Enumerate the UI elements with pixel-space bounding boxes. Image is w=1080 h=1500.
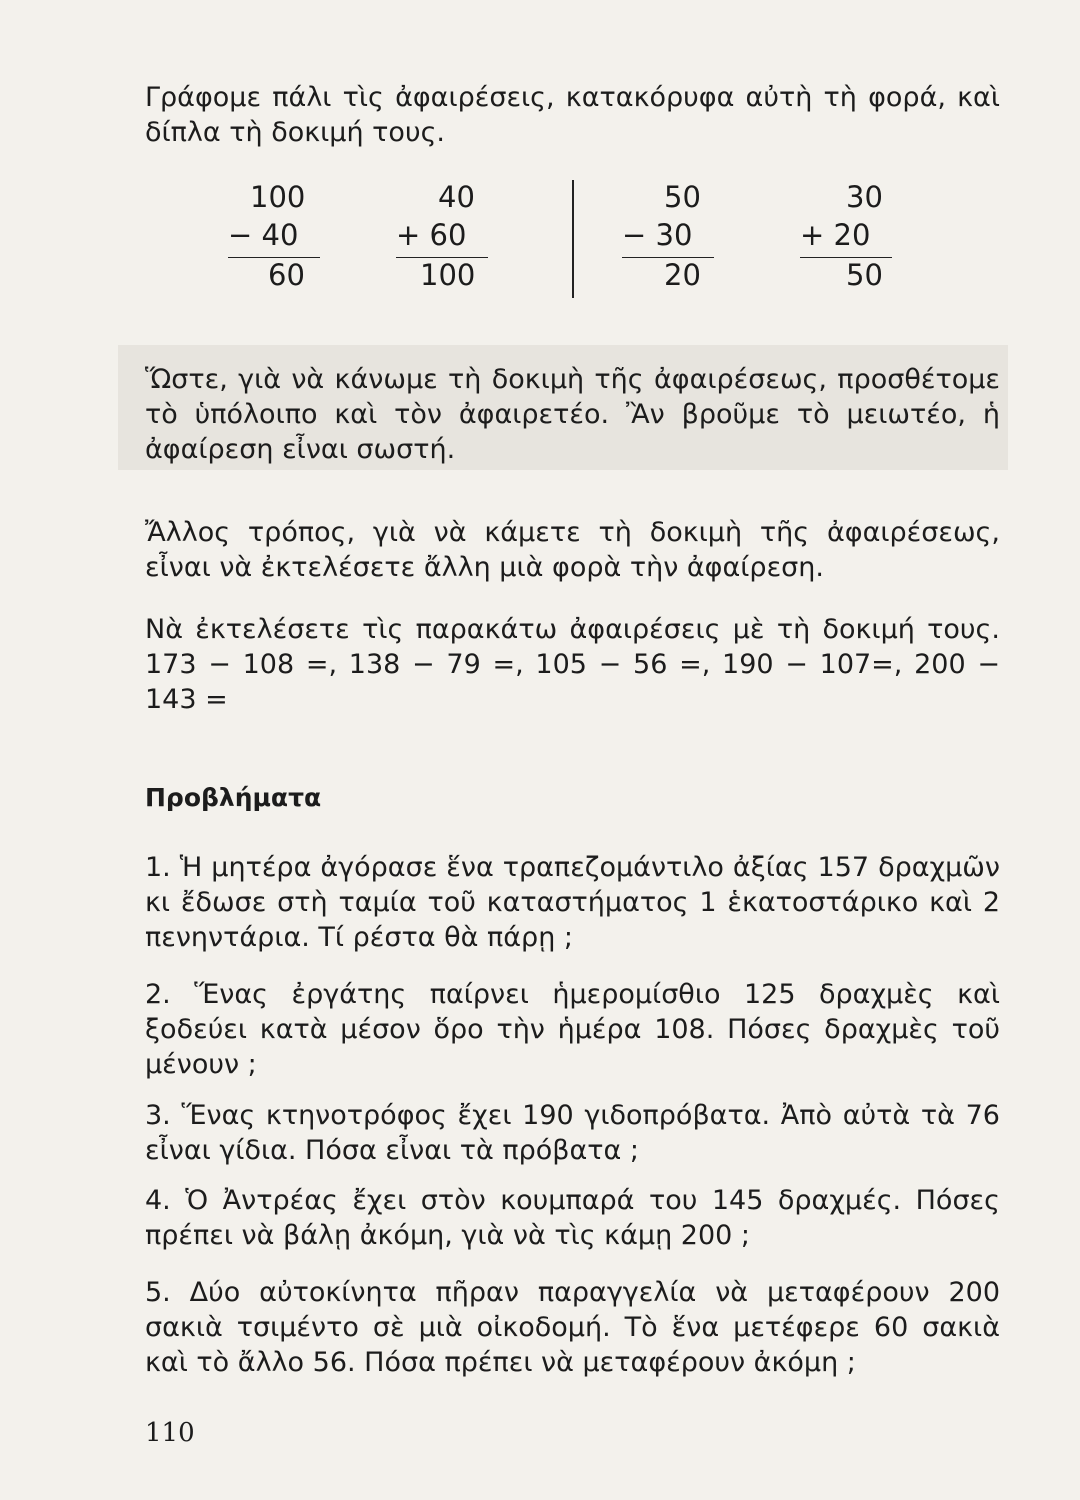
alternative-method-paragraph: Ἄλλος τρόπος, γιὰ νὰ κάμετε τὴ δοκιμὴ τῆς ἀφαιρέσεως, εἶναι νὰ ἐκτελέσετε ἄλλη μιὰ φορὰ τὴν ἀφαίρεση. xyxy=(145,517,1000,583)
problem-2: 2. Ἕνας ἐργάτης παίρνει ἡμερομίσθιο 125 δραχμὲς καὶ ξοδεύει κατὰ μέσον ὅρο τὴν ἡμέρα 108. Πόσες δραχμὲς τοῦ μένουν ; xyxy=(145,979,1000,1080)
rule-paragraph: Ὥστε, γιὰ νὰ κάνωμε τὴ δοκιμὴ τῆς ἀφαιρέσεως, προσθέτομε τὸ ὑπόλοιπο καὶ τὸν ἀφαιρετέο. Ἂν βροῦμε τὸ μειωτέο, ἡ ἀφαίρεση εἶναι σωστή. xyxy=(145,364,1000,465)
p2-second: + 60 xyxy=(396,218,467,252)
arithmetic-examples xyxy=(0,180,1080,300)
p2-rule xyxy=(396,257,488,258)
problem-4: 4. Ὁ Ἀντρέας ἔχει στὸν κουμπαρά του 145 δραχμές. Πόσες πρέπει νὰ βάλῃ ἀκόμη, γιὰ νὰ τὶς κάμῃ 200 ; xyxy=(145,1185,1000,1251)
p3-rule xyxy=(622,257,714,258)
p1-rule xyxy=(228,257,320,258)
p1-subtrahend: − 40 xyxy=(228,218,299,252)
page-number: 110 xyxy=(145,1418,195,1448)
column-divider xyxy=(572,180,574,298)
p2-result: 100 xyxy=(420,258,476,292)
p4-first: 30 xyxy=(846,180,883,214)
p1-result: 60 xyxy=(268,258,305,292)
problem-1: 1. Ἡ μητέρα ἀγόρασε ἕνα τραπεζομάντιλο ἀξίας 157 δραχμῶν κι ἔδωσε στὴ ταμία τοῦ καταστήματος 1 ἑκατοστάρικο καὶ 2 πενηντάρια. Τί ρέστα θὰ πάρῃ ; xyxy=(145,852,1000,953)
p3-subtrahend: − 30 xyxy=(622,218,693,252)
p4-rule xyxy=(800,257,892,258)
p3-minuend: 50 xyxy=(664,180,701,214)
intro-paragraph: Γράφομε πάλι τὶς ἀφαιρέσεις, κατακόρυφα αὐτὴ τὴ φορά, καὶ δίπλα τὴ δοκιμή τους. xyxy=(145,82,1000,148)
problem-3: 3. Ἕνας κτηνοτρόφος ἔχει 190 γιδοπρόβατα. Ἀπὸ αὐτὰ τὰ 76 εἶναι γίδια. Πόσα εἶναι τὰ πρόβατα ; xyxy=(145,1100,1000,1166)
p4-second: + 20 xyxy=(800,218,871,252)
exercise-paragraph: Νὰ ἐκτελέσετε τὶς παρακάτω ἀφαιρέσεις μὲ τὴ δοκιμή τους. 173 − 108 =, 138 − 79 =, 105 − 56 =, 190 − 107=, 200 − 143 = xyxy=(145,614,1000,715)
p3-result: 20 xyxy=(664,258,701,292)
problem-5: 5. Δύο αὐτοκίνητα πῆραν παραγγελία νὰ μεταφέρουν 200 σακιὰ τσιμέντο σὲ μιὰ οἰκοδομή. Τὸ ἕνα μετέφερε 60 σακιὰ καὶ τὸ ἄλλο 56. Πόσα πρέπει νὰ μεταφέρουν ἀκόμη ; xyxy=(145,1277,1000,1378)
p1-minuend: 100 xyxy=(250,180,306,214)
p4-result: 50 xyxy=(846,258,883,292)
p2-first: 40 xyxy=(438,180,475,214)
problems-heading: Προβλήματα xyxy=(145,783,322,812)
